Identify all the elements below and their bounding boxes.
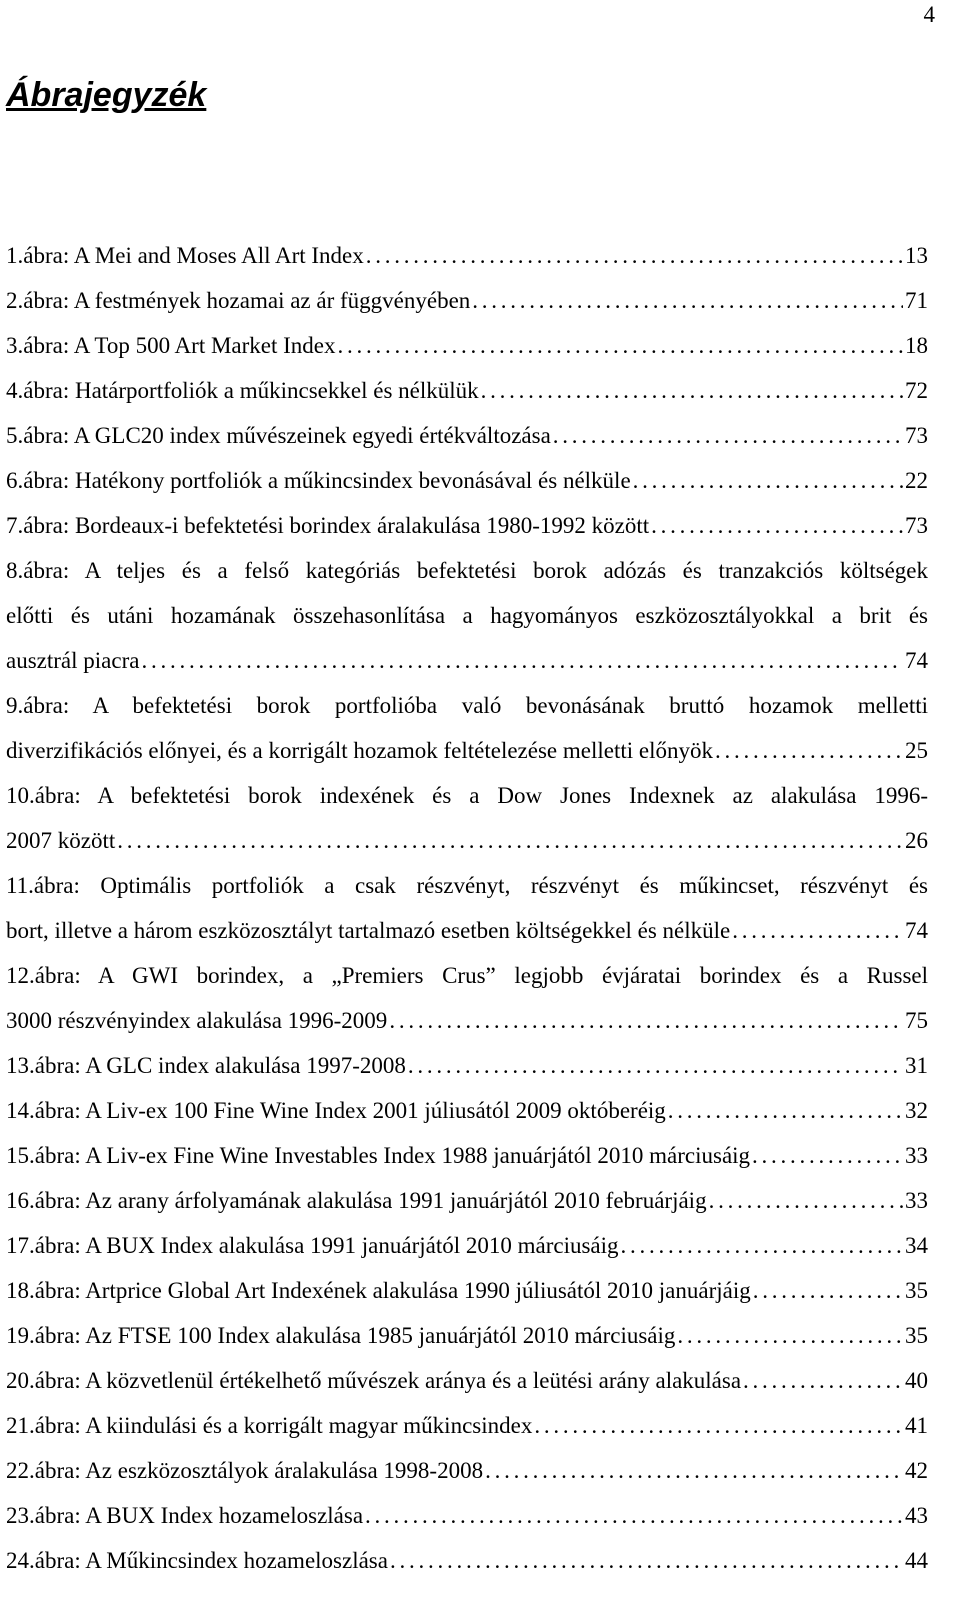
toc-entry[interactable] [6,458,928,503]
page-number: 4 [923,2,935,27]
toc-entry-page-number: 26 [905,828,928,853]
dot-leader [752,1133,903,1178]
toc-entry-title-line: 11.ábra: Optimális portfoliók a csak részvényt, részvényt és műkincset, részvényt és [6,873,928,898]
toc-entry[interactable] [6,953,928,1043]
toc-entry-title: 1.ábra: A Mei and Moses All Art Index [6,243,364,268]
toc-entry[interactable] [6,413,928,458]
toc-entry-title: ausztrál piacra [6,648,140,673]
toc-entry-title: 2.ábra: A festmények hozamai az ár függvényében [6,288,471,313]
dot-leader [365,1493,903,1538]
dot-leader [715,728,903,773]
dot-leader [677,1313,903,1358]
toc-entry-page-number: 34 [905,1233,928,1258]
toc-entry[interactable] [6,683,928,773]
toc-entry-title: 6.ábra: Hatékony portfoliók a műkincsindex bevonásával és nélküle [6,468,631,493]
toc-entry-page-number: 71 [905,288,928,313]
toc-entry-title-line: 12.ábra: A GWI borindex, a „Premiers Crus” legjobb évjáratai borindex és a Russel [6,963,928,988]
toc-entry[interactable] [6,1493,928,1538]
dot-leader [117,818,903,863]
toc-entry-title: 14.ábra: A Liv-ex 100 Fine Wine Index 2001 júliusától 2009 októberéig [6,1098,666,1123]
toc-entry-page-number: 18 [905,333,928,358]
dot-leader [633,458,903,503]
dot-leader [390,1538,903,1583]
dot-leader [534,1403,903,1448]
dot-leader [709,1178,903,1223]
toc-entry-title: 17.ábra: A BUX Index alakulása 1991 januárjától 2010 márciusáig [6,1233,619,1258]
toc-entry[interactable] [6,1403,928,1448]
toc-entry-title: 16.ábra: Az arany árfolyamának alakulása 1991 januárjától 2010 februárjáig [6,1188,707,1213]
toc-entry-title: 19.ábra: Az FTSE 100 Index alakulása 1985 januárjától 2010 márciusáig [6,1323,676,1348]
toc-entry-title: 21.ábra: A kiindulási és a korrigált magyar műkincsindex [6,1413,533,1438]
toc-entry[interactable] [6,773,928,863]
toc-entry-title: 13.ábra: A GLC index alakulása 1997-2008 [6,1053,406,1078]
dot-leader [753,1268,903,1313]
toc-entry-page-number: 74 [905,918,928,943]
toc-entry[interactable] [6,1223,928,1268]
dot-leader [141,638,903,683]
dot-leader [732,908,903,953]
toc-entry-page-number: 33 [905,1143,928,1168]
toc-entry-page-number: 75 [905,1008,928,1033]
toc-entry[interactable] [6,323,928,368]
toc-entry-page-number: 43 [905,1503,928,1528]
dot-leader [485,1448,903,1493]
toc-entry-title: diverzifikációs előnyei, és a korrigált hozamok feltételezése melletti előnyök [6,738,713,763]
toc-entry-title: 22.ábra: Az eszközosztályok áralakulása 1998-2008 [6,1458,484,1483]
toc-entry[interactable] [6,503,928,548]
toc-entry-page-number: 35 [905,1278,928,1303]
toc-entry-title: 15.ábra: A Liv-ex Fine Wine Investables Index 1988 januárjától 2010 márciusáig [6,1143,751,1168]
dot-leader [621,1223,903,1268]
dot-leader [408,1043,903,1088]
toc-entry[interactable] [6,1448,928,1493]
toc-entry[interactable] [6,1268,928,1313]
toc-entry-page-number: 44 [905,1548,928,1573]
toc-entry[interactable] [6,368,928,413]
toc-entry-page-number: 32 [905,1098,928,1123]
toc-entry-title: 7.ábra: Bordeaux-i befektetési borindex áralakulása 1980-1992 között [6,513,650,538]
toc-entry[interactable] [6,1538,928,1583]
dot-leader [481,368,903,413]
toc-entry-page-number: 13 [905,243,928,268]
dot-leader [389,998,903,1043]
toc-entry[interactable] [6,548,928,683]
toc-entry-page-number: 42 [905,1458,928,1483]
dot-leader [651,503,903,548]
toc-entry-title-line: 9.ábra: A befektetési borok portfolióba való bevonásának bruttó hozamok melletti [6,693,928,718]
toc-entry-page-number: 72 [905,378,928,403]
toc-entry-page-number: 73 [905,513,928,538]
list-of-figures [6,233,928,1583]
toc-entry-title-line: előtti és utáni hozamának összehasonlítása a hagyományos eszközosztályokkal a brit és [6,603,928,628]
dot-leader [472,278,903,323]
toc-entry-page-number: 22 [905,468,928,493]
toc-entry-page-number: 31 [905,1053,928,1078]
toc-entry[interactable] [6,278,928,323]
toc-entry-page-number: 33 [905,1188,928,1213]
toc-entry[interactable] [6,1358,928,1403]
dot-leader [743,1358,903,1403]
toc-entry-title: bort, illetve a három eszközosztályt tartalmazó esetben költségekkel és nélküle [6,918,731,943]
toc-entry-page-number: 25 [905,738,928,763]
toc-entry[interactable] [6,863,928,953]
toc-entry[interactable] [6,1178,928,1223]
page-title: Ábrajegyzék [6,76,207,114]
toc-entry-title-line: 8.ábra: A teljes és a felső kategóriás befektetési borok adózás és tranzakciós költségek [6,558,928,583]
toc-entry-page-number: 73 [905,423,928,448]
toc-entry-page-number: 41 [905,1413,928,1438]
toc-entry[interactable] [6,1088,928,1133]
dot-leader [553,413,903,458]
dot-leader [366,233,903,278]
toc-entry-title: 20.ábra: A közvetlenül értékelhető művészek aránya és a leütési arány alakulása [6,1368,742,1393]
toc-entry-title: 3000 részvényindex alakulása 1996-2009 [6,1008,388,1033]
toc-entry[interactable] [6,233,928,278]
toc-entry-title-line: 10.ábra: A befektetési borok indexének és a Dow Jones Indexnek az alakulása 1996- [6,783,928,808]
toc-entry-title: 2007 között [6,828,116,853]
toc-entry-title: 23.ábra: A BUX Index hozameloszlása [6,1503,364,1528]
toc-entry[interactable] [6,1043,928,1088]
dot-leader [338,323,904,368]
dot-leader [668,1088,903,1133]
toc-entry[interactable] [6,1133,928,1178]
toc-entry-page-number: 74 [905,648,928,673]
toc-entry-title: 5.ábra: A GLC20 index művészeinek egyedi értékváltozása [6,423,551,448]
toc-entry-title: 4.ábra: Határportfoliók a műkincsekkel és nélkülük [6,378,479,403]
toc-entry-page-number: 35 [905,1323,928,1348]
toc-entry-title: 18.ábra: Artprice Global Art Indexének alakulása 1990 júliusától 2010 januárjáig [6,1278,751,1303]
toc-entry-title: 3.ábra: A Top 500 Art Market Index [6,333,336,358]
toc-entry-page-number: 40 [905,1368,928,1393]
toc-entry[interactable] [6,1313,928,1358]
toc-entry-title: 24.ábra: A Műkincsindex hozameloszlása [6,1548,388,1573]
